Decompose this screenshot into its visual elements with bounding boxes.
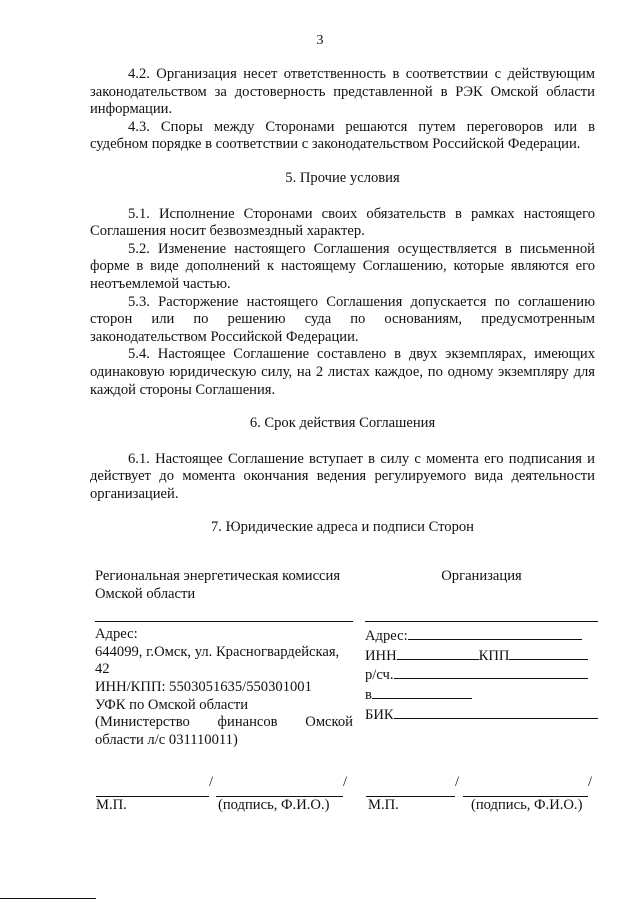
left-fio-line[interactable] [216,781,343,797]
left-sign-caption: (подпись, Ф.И.О.) [218,797,330,813]
clause-5-3: 5.3. Расторжение настоящего Соглашения допускается по соглашению сторон или по решению суда по основаниям, предусмотренным законодательством Российской Федерации. [90,293,595,345]
right-bik-label: БИК [365,706,394,723]
right-inn-kpp-row [365,646,598,666]
clause-4-3: 4.3. Споры между Сторонами решаются путем переговоров или в судебном порядке в соответствии с законодательством Российской Федерации. [90,118,595,153]
left-party-name-line2: Омской области [95,585,196,602]
right-inn-label: ИНН [365,647,397,664]
right-mp: М.П. [368,797,399,813]
right-party-name: Организация [441,568,522,584]
right-fio-line[interactable] [463,781,588,797]
right-signature-slash: / [455,774,460,790]
right-name-underline [365,621,598,622]
clause-4-2: 4.2. Организация несет ответственность в соответствии с действующим законодательством за достоверность представленной в РЭК Омской области информации. [90,66,595,118]
right-inn-blank[interactable] [397,646,479,660]
left-ufk: УФК по Омской области [95,696,249,713]
left-party [95,568,353,749]
clause-5-1: 5.1. Исполнение Сторонами своих обязательств в рамках настоящего Соглашения носит безвозмездный характер. [90,205,595,240]
section-5-heading: 5. Прочие условия [285,169,400,186]
left-ministry-word2: финансов [217,714,278,731]
left-address-label: Адрес: [95,626,138,643]
right-sign-caption: (подпись, Ф.И.О.) [471,797,583,813]
right-signature-line[interactable] [366,781,455,797]
left-fio-slash: / [343,774,348,790]
left-address-line2: 42 [95,661,110,678]
clause-5-2: 5.2. Изменение настоящего Соглашения осуществляется в письменной форме в виде дополнений к настоящему Соглашению, которые являются его неотъемлемой частью. [90,240,595,292]
clause-5-4: 5.4. Настоящее Соглашение составлено в двух экземплярах, имеющих одинаковую юридическую силу, на 2 листах каждое, по одному экземпляру для каждой стороны Соглашения. [90,346,595,398]
right-bik-blank[interactable] [394,705,598,719]
left-signature-slash: / [209,774,214,790]
right-rs-row [365,665,598,685]
section-7-heading: 7. Юридические адреса и подписи Сторон [211,519,474,536]
clause-6-1: 6.1. Настоящее Соглашение вступает в силу с момента его подписания и действует до момента окончания ведения регулируемого вида деятельности организацией. [90,450,595,502]
left-name-underline [95,621,353,622]
left-party-name-line1: Региональная энергетическая комиссия [95,568,341,584]
section-6-heading: 6. Срок действия Соглашения [249,415,436,432]
footnote-separator [0,898,96,899]
right-bank-row [365,685,598,705]
right-v-label: в [365,686,372,703]
right-party [365,568,598,724]
right-rs-label: р/сч. [365,667,394,684]
right-address-label: Адрес: [365,628,408,645]
right-address-blank[interactable] [408,626,582,640]
right-bik-row [365,705,598,725]
right-rs-blank[interactable] [394,665,588,679]
right-kpp-blank[interactable] [509,646,588,660]
left-inn-kpp: ИНН/КПП: 5503051635/550301001 [95,678,312,695]
left-account: области л/с 031110011) [95,731,238,748]
left-ministry-word3: Омской [305,714,353,731]
left-ministry-line [95,714,353,732]
left-address-line1: 644099, г.Омск, ул. Красногвардейская, [95,643,340,660]
document-body [90,66,595,555]
left-mp: М.П. [96,797,127,813]
right-address-row [365,626,598,646]
right-fio-slash: / [588,774,593,790]
left-ministry-word1: (Министерство [95,714,190,731]
page-number: 3 [316,33,324,48]
right-kpp-label: КПП [478,647,510,664]
right-bank-blank[interactable] [372,685,472,699]
left-signature-line[interactable] [96,781,209,797]
